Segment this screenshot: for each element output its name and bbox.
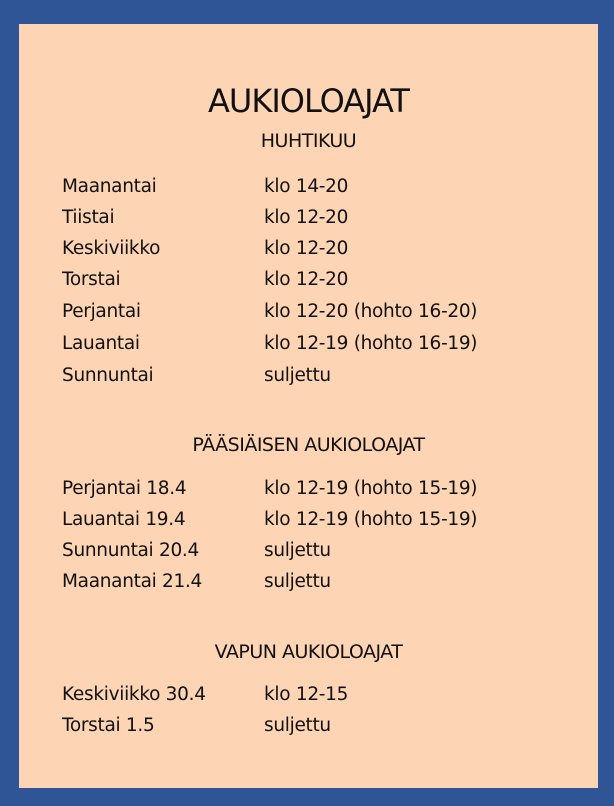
hours-value: klo 12-20 [264, 238, 349, 259]
hours-row [62, 264, 348, 295]
hours-value: klo 12-19 (hohto 15-19) [264, 478, 478, 499]
day-label: Torstai [62, 269, 121, 290]
hours-row [62, 535, 331, 566]
hours-value: klo 12-20 [264, 207, 349, 228]
hours-row [62, 296, 477, 327]
opening-hours-panel [19, 24, 598, 788]
day-label: Sunnuntai 20.4 [62, 540, 199, 561]
section-heading-april: HUHTIKUU [260, 130, 357, 152]
hours-row [62, 504, 477, 535]
hours-row [62, 710, 331, 741]
day-label: Keskiviikko 30.4 [62, 684, 206, 705]
day-label: Sunnuntai [62, 365, 154, 386]
day-label: Maanantai 21.4 [62, 571, 203, 592]
day-label: Tiistai [62, 207, 115, 228]
section-heading-easter: PÄÄSIÄISEN AUKIOLOAJAT [192, 434, 425, 456]
hours-row [62, 202, 348, 233]
hours-value: suljettu [264, 715, 331, 736]
hours-row [62, 328, 477, 359]
day-label: Torstai 1.5 [62, 715, 155, 736]
hours-value: klo 12-15 [264, 684, 349, 705]
hours-value: klo 12-19 (hohto 15-19) [264, 509, 478, 530]
hours-value: klo 12-20 [264, 269, 349, 290]
hours-value: suljettu [264, 540, 331, 561]
day-label: Keskiviikko [62, 238, 161, 259]
hours-value: klo 14-20 [264, 176, 349, 197]
hours-row [62, 566, 331, 597]
hours-row [62, 171, 348, 202]
hours-row [62, 473, 477, 504]
hours-row [62, 360, 331, 391]
day-label: Maanantai [62, 176, 157, 197]
day-label: Lauantai 19.4 [62, 509, 186, 530]
hours-value: klo 12-19 (hohto 16-19) [264, 333, 478, 354]
hours-row [62, 679, 348, 710]
page-title: AUKIOLOAJAT [208, 82, 409, 120]
hours-value: suljettu [264, 365, 331, 386]
hours-row [62, 233, 348, 264]
hours-value: klo 12-20 (hohto 16-20) [264, 301, 478, 322]
day-label: Lauantai [62, 333, 140, 354]
day-label: Perjantai 18.4 [62, 478, 187, 499]
hours-value: suljettu [264, 571, 331, 592]
day-label: Perjantai [62, 301, 141, 322]
section-heading-may-day: VAPUN AUKIOLOAJAT [214, 641, 403, 663]
